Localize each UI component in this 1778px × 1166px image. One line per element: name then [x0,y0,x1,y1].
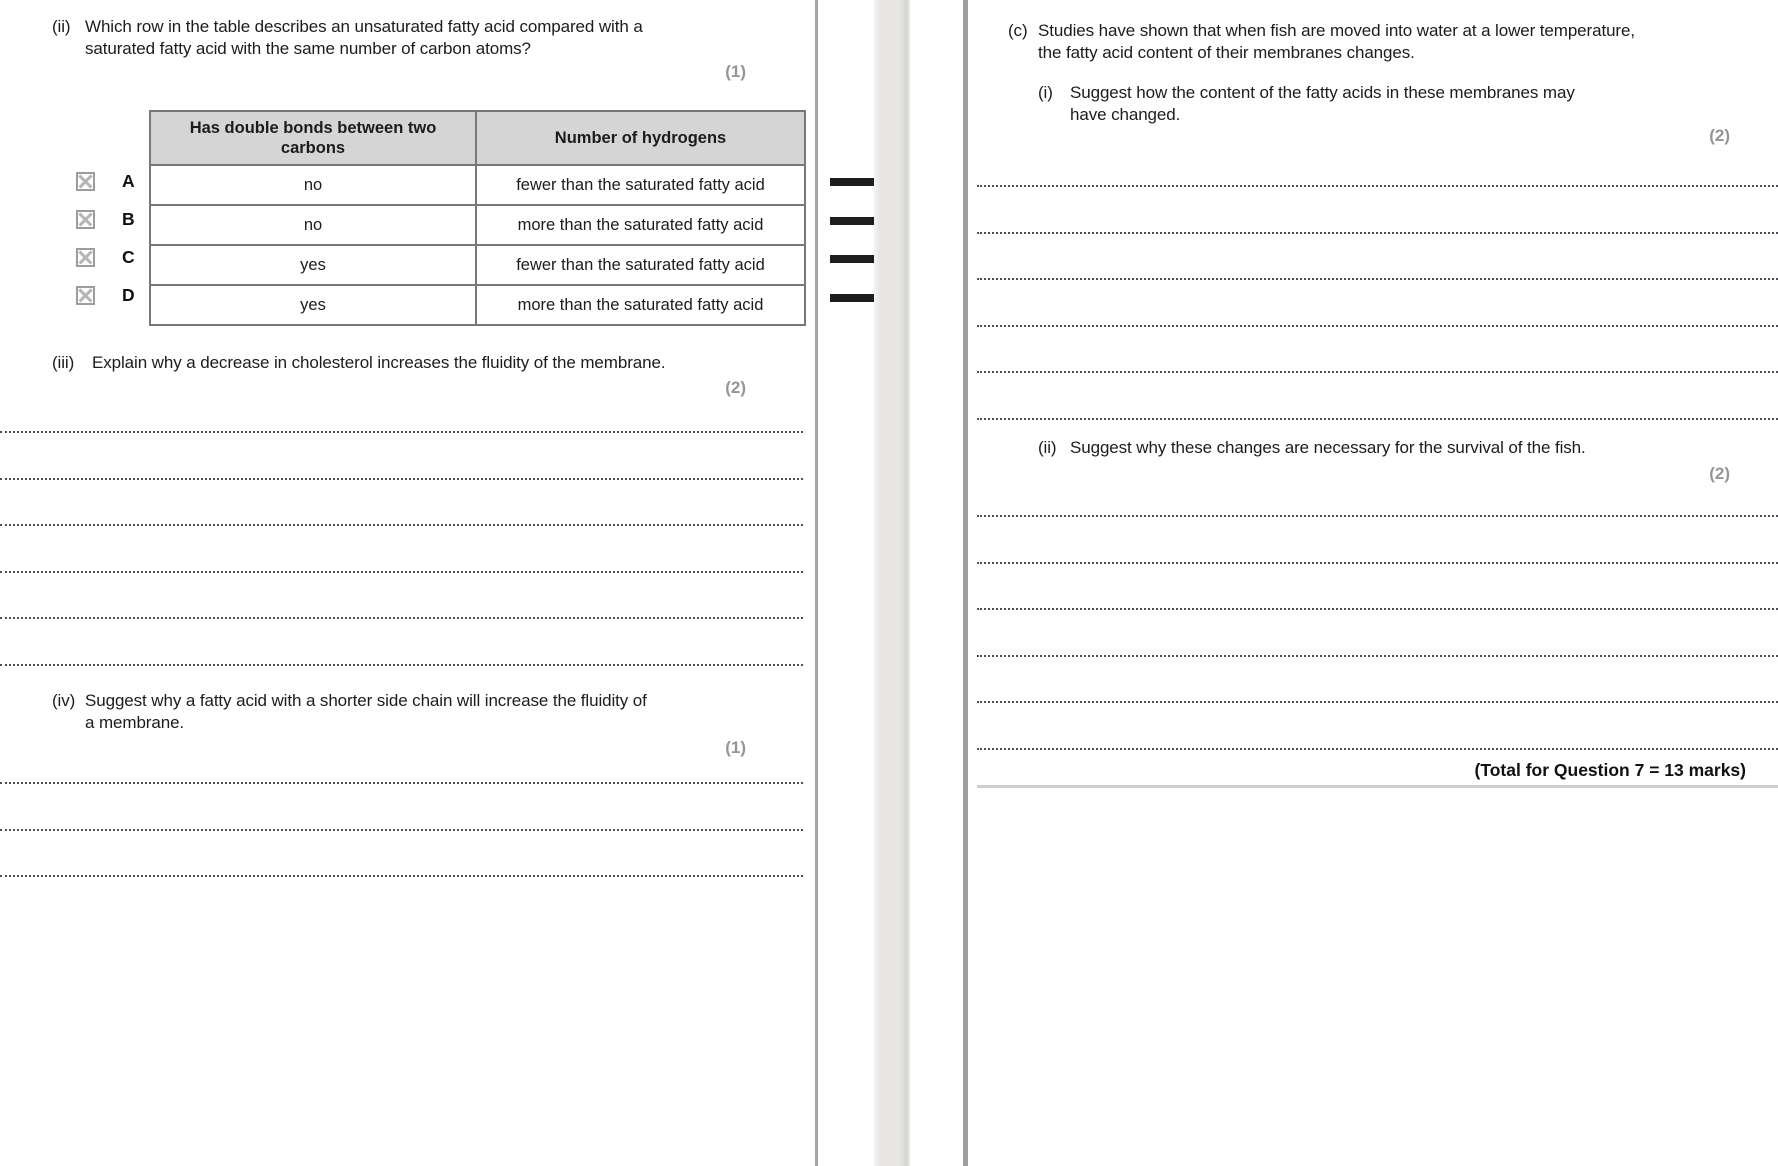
answer-checkbox-c[interactable] [76,248,95,267]
cell-a-double-bonds: no [150,165,476,205]
answer-checkbox-d[interactable] [76,286,95,305]
binding-mark [830,178,874,186]
binding-mark [830,294,874,302]
question-iii-answer-lines[interactable] [0,431,803,711]
question-iv-marks: (1) [725,738,746,757]
question-c-text-line2: the fatty acid content of their membranes changes. [1038,43,1415,62]
cell-c-double-bonds: yes [150,245,476,285]
answer-line[interactable] [977,278,1778,325]
question-c-ii-marks: (2) [1709,464,1730,483]
option-row-d [76,276,135,314]
question-iii [52,352,792,374]
table-header-hydrogens: Number of hydrogens [476,111,805,165]
option-letter-d: D [122,284,135,305]
answer-line[interactable] [977,655,1778,702]
question-iii-marks: (2) [725,378,746,397]
answer-line[interactable] [0,478,803,525]
table-row-c [150,245,805,285]
question-iv-answer-lines[interactable] [0,782,803,922]
cell-d-hydrogens: more than the saturated fatty acid [476,285,805,325]
answer-line[interactable] [977,701,1778,748]
question-c-i-marks: (2) [1709,126,1730,145]
answer-line[interactable] [977,232,1778,279]
table-header-double-bonds: Has double bonds between two carbons [150,111,476,165]
left-page-edge-line [815,0,818,1166]
answer-checkbox-b[interactable] [76,210,95,229]
table-row-b [150,205,805,245]
question-total-text: (Total for Question 7 = 13 marks) [1474,760,1746,780]
question-c-ii-answer-lines[interactable] [977,515,1778,795]
answer-line[interactable] [0,829,803,876]
answer-line[interactable] [0,571,803,618]
option-row-a [76,162,135,200]
question-c-ii-text: Suggest why these changes are necessary for the survival of the fish. [1070,438,1586,457]
question-c [1008,20,1758,64]
answer-line[interactable] [0,617,803,664]
answer-line[interactable] [0,524,803,571]
cell-d-double-bonds: yes [150,285,476,325]
question-iii-text: Explain why a decrease in cholesterol increases the fluidity of the membrane. [92,353,666,372]
question-c-i-answer-lines[interactable] [977,185,1778,465]
right-page-edge-line [963,0,968,1166]
question-c-text-line1: Studies have shown that when fish are moved into water at a lower temperature, [1038,21,1635,40]
question-iv-text-line2: a membrane. [85,713,185,732]
binding-mark [830,217,874,225]
cell-c-hydrogens: fewer than the saturated fatty acid [476,245,805,285]
question-c-i-text-line1: Suggest how the content of the fatty acids in these membranes may [1070,83,1575,102]
spine-fold-shadow [874,0,910,1166]
question-c-ii-label: (ii) [1038,438,1057,457]
question-iv [52,690,775,734]
option-row-c [76,238,135,276]
question-c-ii [1038,437,1770,459]
answer-line[interactable] [977,325,1778,372]
table-row-a [150,165,805,205]
question-iv-label: (iv) [52,691,76,710]
answer-line[interactable] [977,608,1778,655]
question-c-label: (c) [1008,21,1028,40]
option-letter-a: A [122,170,135,191]
question-iii-label: (iii) [52,353,75,372]
answer-checkbox-a[interactable] [76,172,95,191]
answer-line[interactable] [977,515,1778,562]
cell-b-hydrogens: more than the saturated fatty acid [476,205,805,245]
cell-a-hydrogens: fewer than the saturated fatty acid [476,165,805,205]
table-row-d [150,285,805,325]
answer-line[interactable] [977,371,1778,418]
answer-line[interactable] [0,782,803,829]
question-ii-text-line1: Which row in the table describes an unsaturated fatty acid compared with a [85,17,643,36]
question-iv-text-line1: Suggest why a fatty acid with a shorter side chain will increase the fluidity of [85,691,647,710]
question-c-i-text-line2: have changed. [1070,105,1181,124]
option-row-b [76,200,135,238]
table-header-row [150,111,805,165]
cell-b-double-bonds: no [150,205,476,245]
answer-line[interactable] [0,431,803,478]
question-ii-text-line2: saturated fatty acid with the same number of carbon atoms? [85,39,531,58]
answer-line[interactable] [977,185,1778,232]
option-letter-c: C [122,246,135,267]
question-total-rule [977,785,1778,788]
fatty-acid-table [149,110,806,326]
answer-line[interactable] [977,562,1778,609]
question-c-i [1038,82,1760,126]
option-letter-b: B [122,208,135,229]
question-ii-label: (ii) [52,17,71,36]
question-c-i-label: (i) [1038,83,1053,102]
answer-line[interactable] [0,875,803,922]
binding-mark [830,255,874,263]
question-ii [52,16,775,60]
question-ii-marks: (1) [725,62,746,81]
